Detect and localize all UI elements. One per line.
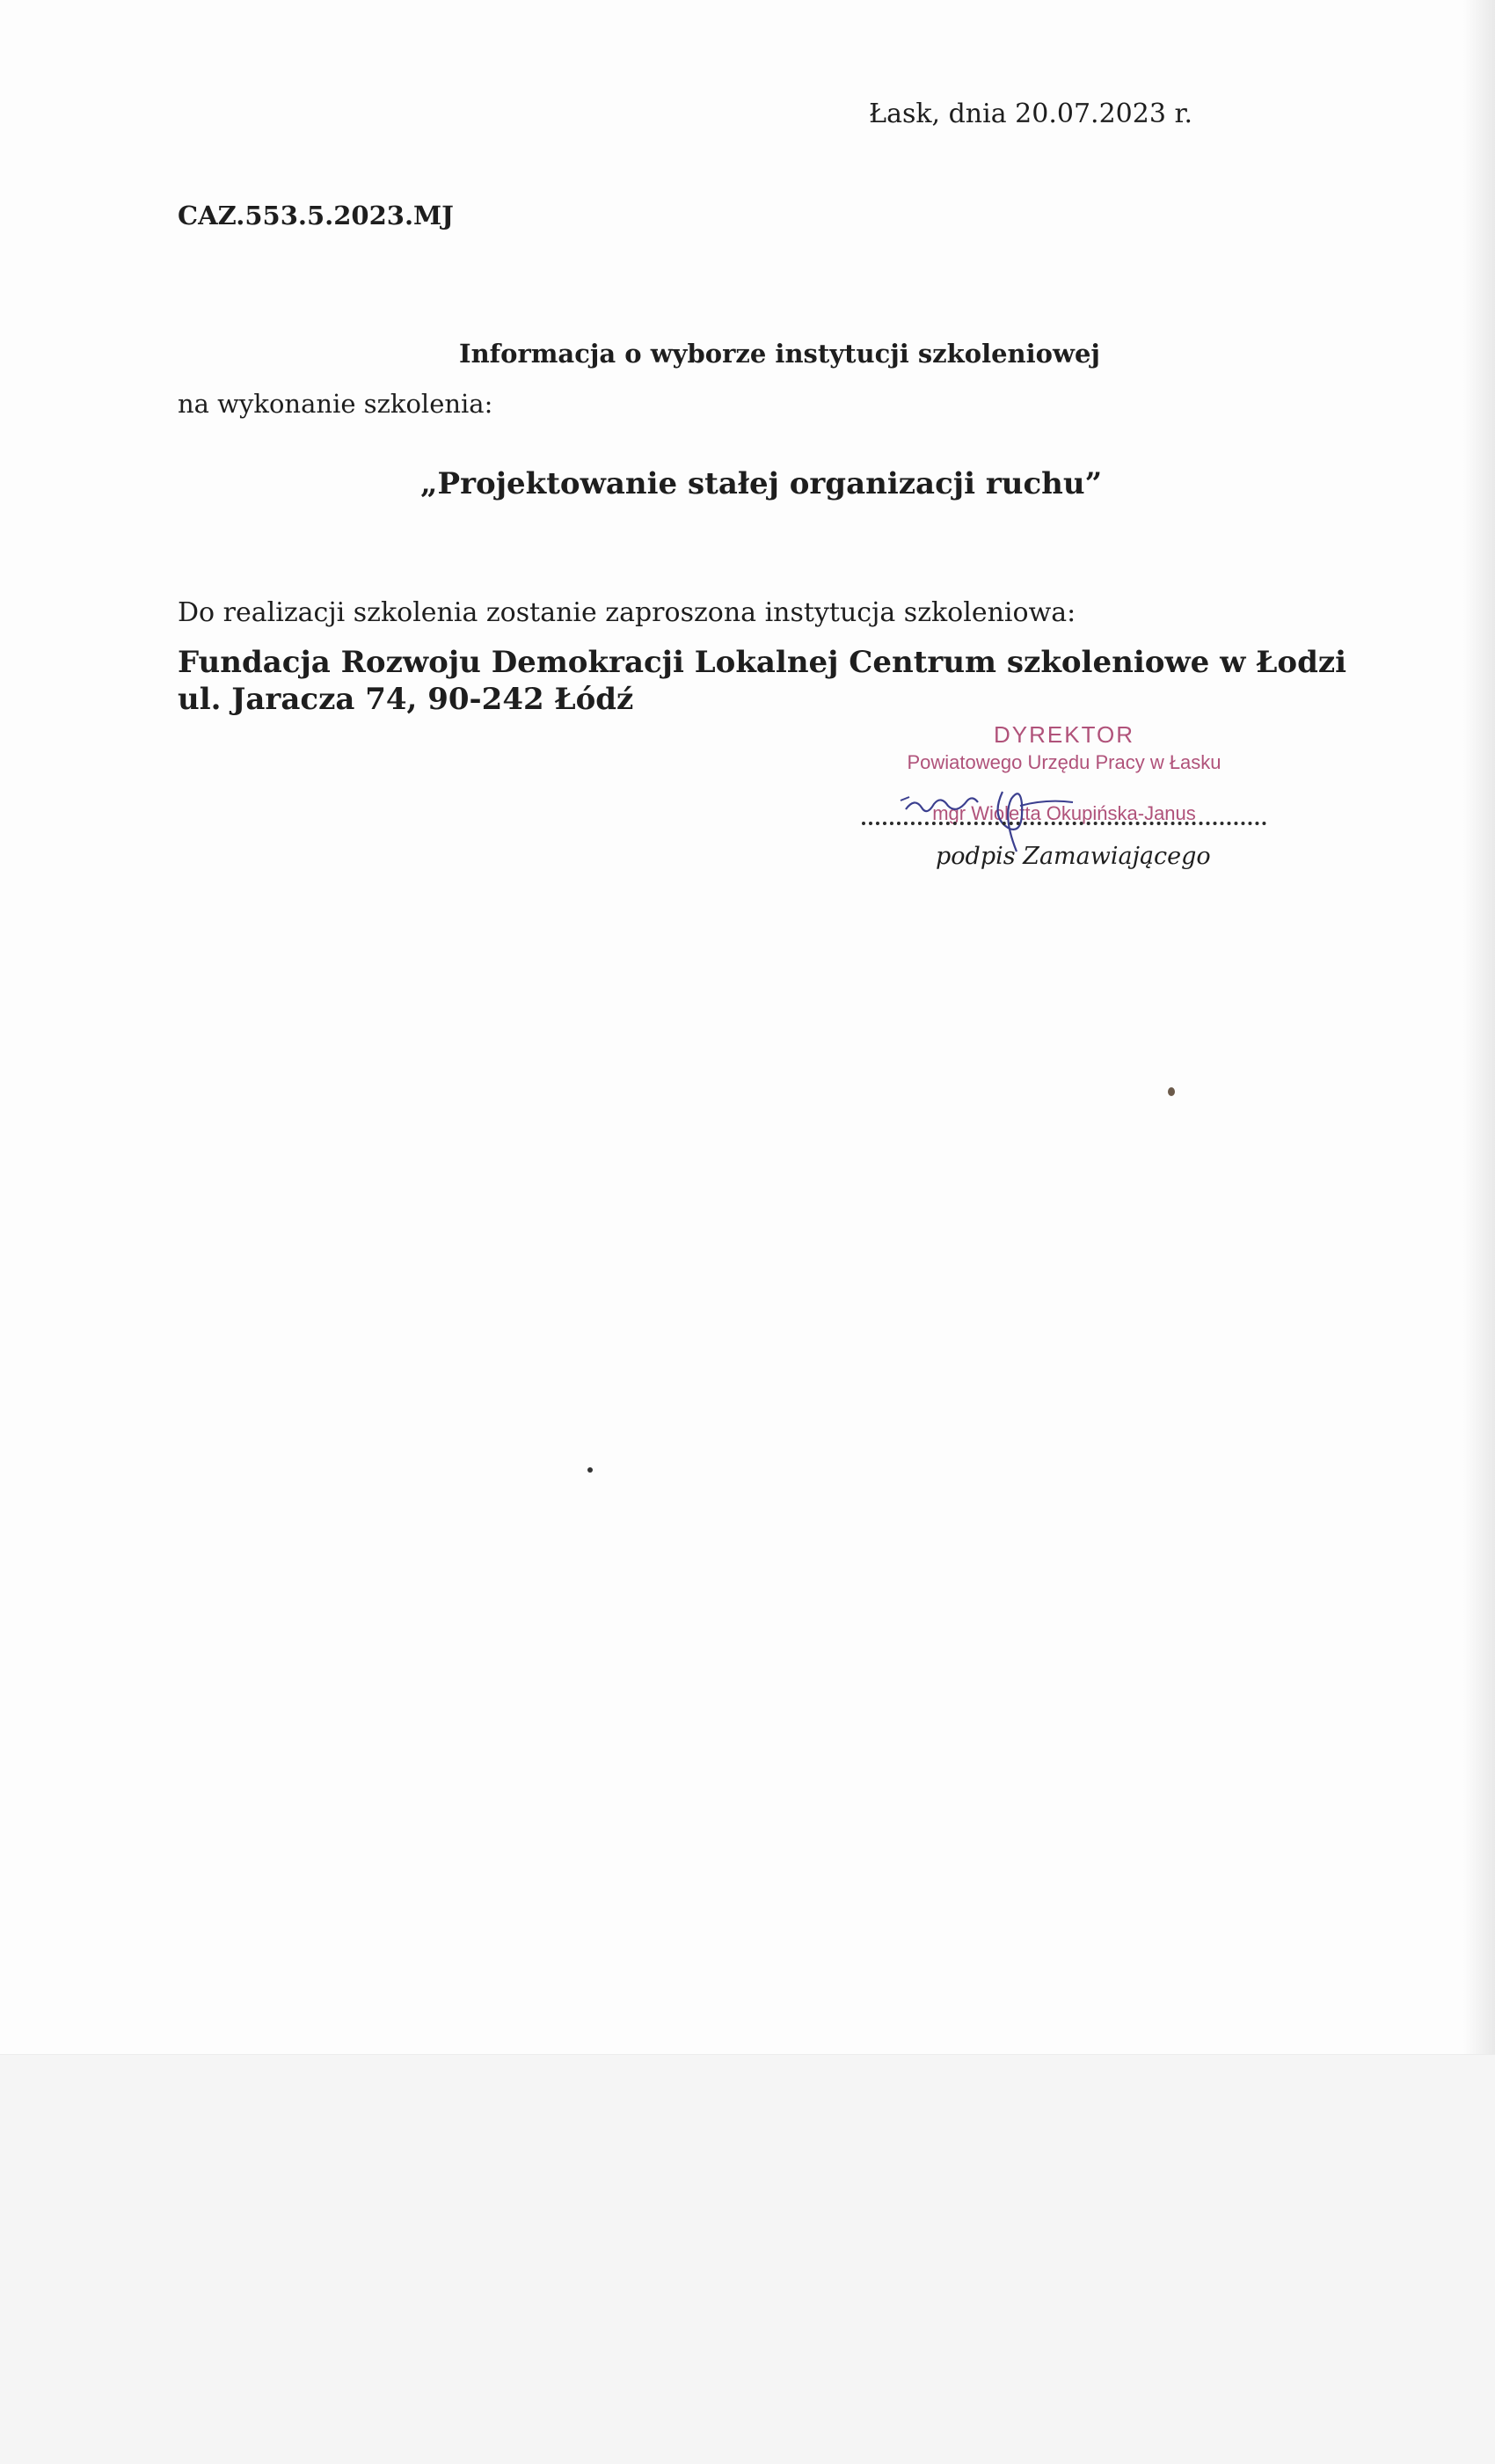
document-heading: Informacja o wyborze instytucji szkoleniowej [459, 339, 1100, 369]
institution-name: Fundacja Rozwoju Demokracji Lokalnej Centrum szkoleniowe w Łodzi [178, 645, 1347, 680]
selection-intro: Do realizacji szkolenia zostanie zaproszona instytucja szkoleniowa: [178, 597, 1076, 628]
handwritten-signature [879, 774, 1178, 853]
scan-speck [587, 1467, 593, 1473]
signature-caption: podpis Zamawiającego [936, 843, 1211, 870]
stamp-office: Powiatowego Urzędu Pracy w Łasku [907, 751, 1222, 773]
document-subtitle: na wykonanie szkolenia: [178, 389, 493, 419]
place-and-date: Łask, dnia 20.07.2023 r. [869, 99, 1193, 129]
signature-line [862, 822, 1266, 825]
stamp-title: DYREKTOR [994, 721, 1134, 748]
scan-edge-shadow [1463, 0, 1495, 2054]
scan-lower-area [0, 2054, 1495, 2464]
institution-address: ul. Jaracza 74, 90-242 Łódź [178, 682, 634, 717]
stamp-name: mgr Wioletta Okupińska-Janus [932, 802, 1196, 824]
scan-speck [1168, 1087, 1175, 1096]
reference-number: CAZ.553.5.2023.MJ [178, 201, 454, 230]
course-title: „Projektowanie stałej organizacji ruchu” [420, 466, 1103, 501]
